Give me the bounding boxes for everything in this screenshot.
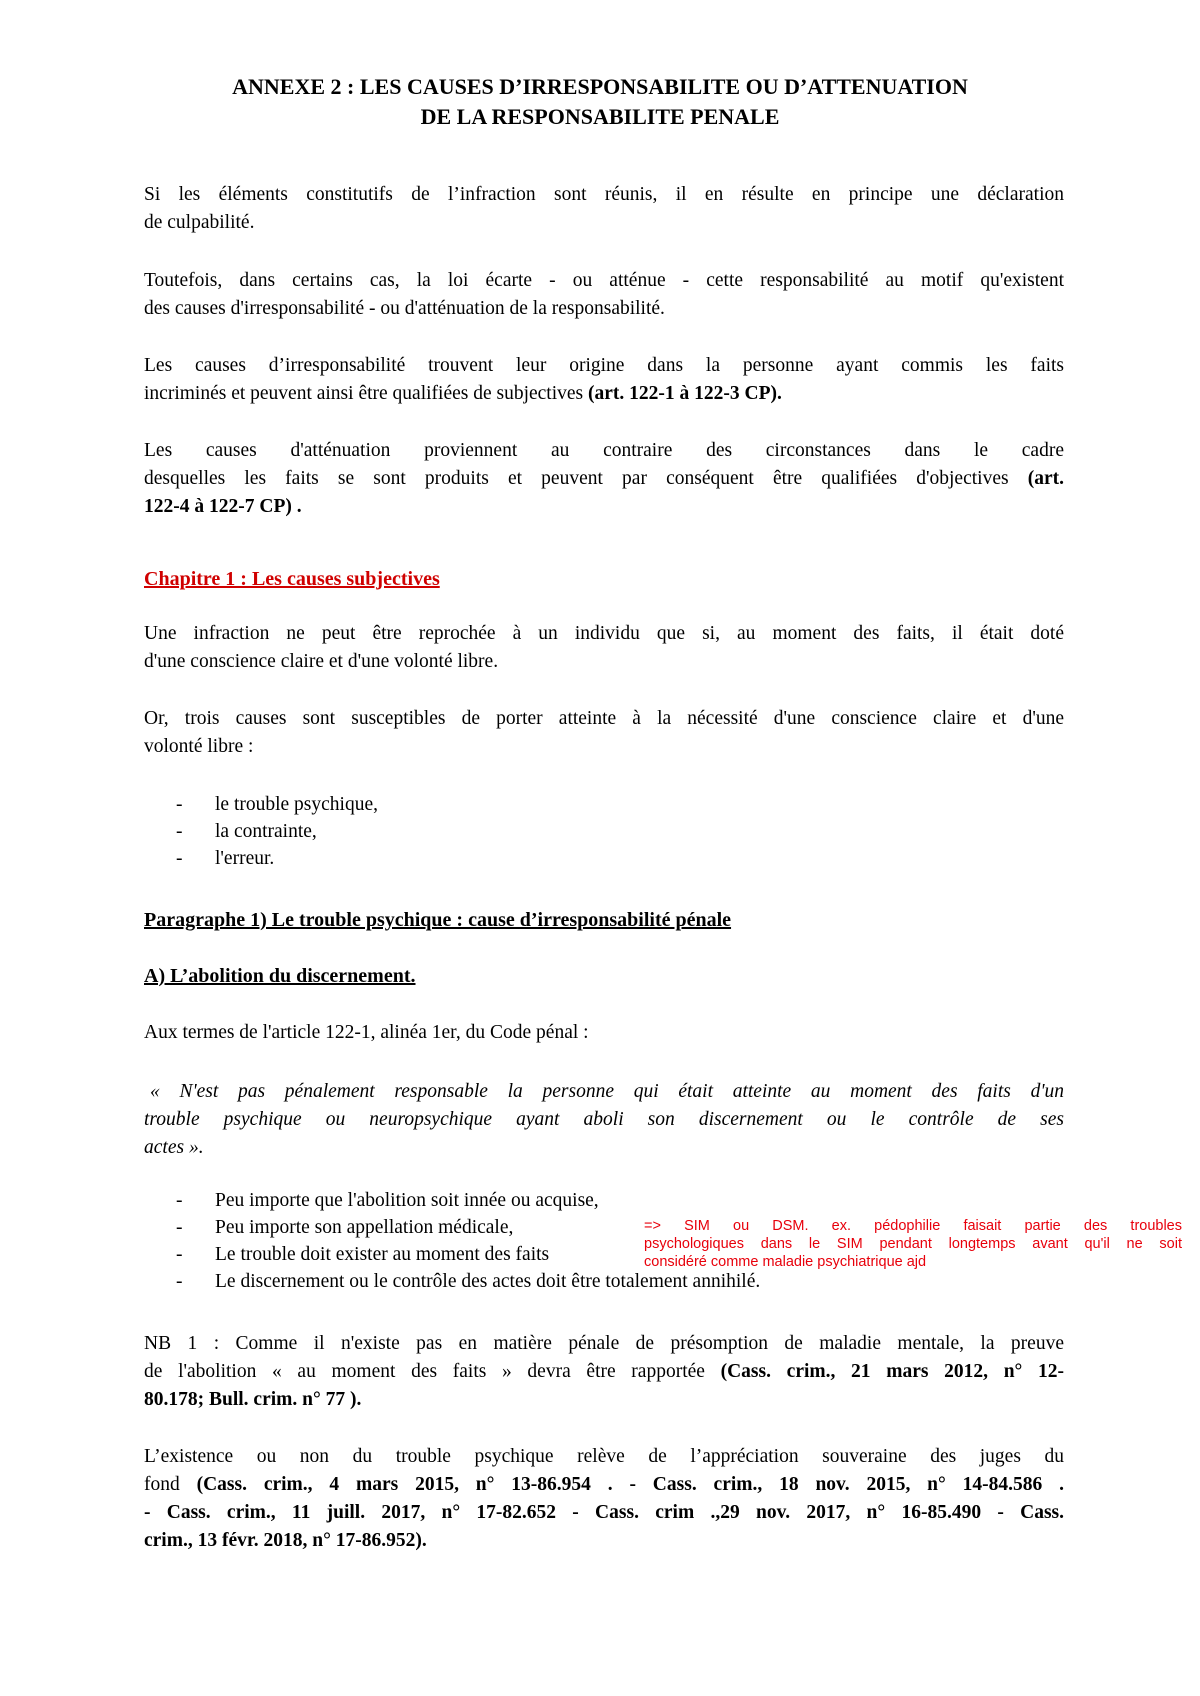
list-item: - Le trouble doit exister au moment des faits <box>176 1241 760 1268</box>
text-line <box>144 1358 1064 1386</box>
legal-reference: (Cass. crim., 4 mars 2015, n° 13-86.954 . - Cass. crim., 18 nov. 2015, n° 14-84.586 . <box>196 1474 1064 1495</box>
text-line <box>144 380 1064 408</box>
annotation-line: => SIM ou DSM. ex. pédophilie faisait partie des troubles <box>644 1218 1182 1234</box>
chapter-1-paragraph-2 <box>144 705 1064 761</box>
chapter-1-heading: Chapitre 1 : Les causes subjectives <box>144 568 440 590</box>
text-segment: fond <box>144 1474 197 1495</box>
section-a-heading: A) L’abolition du discernement. <box>144 965 416 987</box>
list-item: - Le discernement ou le contrôle des actes doit être totalement annihilé. <box>176 1268 760 1295</box>
text-line <box>144 493 1064 521</box>
text-line: d'une conscience claire et d'une volonté libre. <box>144 651 499 672</box>
final-paragraph <box>144 1443 1064 1555</box>
text-line <box>144 1471 1064 1499</box>
text-line <box>144 1386 1064 1414</box>
legal-reference: 122-4 à 122-7 CP) . <box>144 496 302 517</box>
legal-reference: 80.178; Bull. crim. n° 77 ). <box>144 1389 362 1410</box>
text-line: Les causes d’irresponsabilité trouvent leur origine dans la personne ayant commis les faits <box>144 355 1064 376</box>
list-item: - la contrainte, <box>176 818 378 845</box>
legal-reference: crim., 13 févr. 2018, n° 17-86.952). <box>144 1530 427 1551</box>
intro-paragraph-2 <box>144 267 1064 323</box>
page-title <box>0 72 1200 132</box>
paragraph-1-heading: Paragraphe 1) Le trouble psychique : cause d’irresponsabilité pénale <box>144 909 732 931</box>
list-item: - Peu importe son appellation médicale, <box>176 1214 760 1241</box>
text-line: de culpabilité. <box>144 212 255 233</box>
legal-reference: (art. <box>1027 468 1064 489</box>
text-line <box>144 465 1064 493</box>
handwritten-annotation <box>644 1217 1182 1271</box>
title-line-2: DE LA RESPONSABILITE PENALE <box>420 104 780 129</box>
text-line: Une infraction ne peut être reprochée à un individu que si, au moment des faits, il était doté <box>144 623 1064 644</box>
text-segment: de l'abolition « au moment des faits » devra être rapportée <box>144 1361 721 1382</box>
article-quote <box>144 1078 1064 1162</box>
annotation-line: considéré comme maladie psychiatrique ajd <box>644 1254 927 1270</box>
text-line <box>144 1499 1064 1527</box>
list-item: - Peu importe que l'abolition soit innée ou acquise, <box>176 1187 760 1214</box>
text-line: Toutefois, dans certains cas, la loi écarte - ou atténue - cette responsabilité au motif qu'existent <box>144 270 1064 291</box>
text-line: NB 1 : Comme il n'existe pas en matière pénale de présomption de maladie mentale, la preuve <box>144 1333 1064 1354</box>
text-line: Si les éléments constitutifs de l’infraction sont réunis, il en résulte en principe une déclaration <box>144 184 1064 205</box>
text-line <box>144 1527 1064 1555</box>
quote-line: trouble psychique ou neuropsychique ayant aboli son discernement ou le contrôle de ses <box>144 1109 1064 1130</box>
legal-reference: - Cass. crim., 11 juill. 2017, n° 17-82.652 - Cass. crim .,29 nov. 2017, n° 16-85.490 - Cass. <box>144 1502 1064 1523</box>
quote-line: actes ». <box>144 1137 204 1158</box>
annotation-line: psychologiques dans le SIM pendant longtemps avant qu'il ne soit <box>644 1236 1182 1252</box>
text-segment: desquelles les faits se sont produits et peuvent par conséquent être qualifiées d'objectives <box>144 468 1028 489</box>
list-item: - le trouble psychique, <box>176 791 378 818</box>
text-segment: incriminés et peuvent ainsi être qualifiées de subjectives <box>144 383 589 404</box>
text-line: volonté libre : <box>144 736 254 757</box>
causes-list <box>176 791 378 872</box>
quote-line: « N'est pas pénalement responsable la personne qui était atteinte au moment des faits d'un <box>150 1081 1064 1102</box>
legal-reference: (Cass. crim., 21 mars 2012, n° 12- <box>720 1361 1065 1382</box>
intro-paragraph-4 <box>144 437 1064 521</box>
intro-paragraph-3 <box>144 352 1064 408</box>
text-line: des causes d'irresponsabilité - ou d'atténuation de la responsabilité. <box>144 298 665 319</box>
intro-paragraph-1 <box>144 181 1064 237</box>
nb-1-paragraph <box>144 1330 1064 1414</box>
text-line: L’existence ou non du trouble psychique relève de l’appréciation souveraine des juges du <box>144 1446 1064 1467</box>
title-line-1: ANNEXE 2 : LES CAUSES D’IRRESPONSABILITE OU D’ATTENUATION <box>232 74 968 99</box>
legal-reference: (art. 122-1 à 122-3 CP). <box>588 383 782 404</box>
text-line: Or, trois causes sont susceptibles de porter atteinte à la nécessité d'une conscience claire et d'une <box>144 708 1064 729</box>
text-line: Aux termes de l'article 122-1, alinéa 1er, du Code pénal : <box>144 1022 589 1043</box>
text-line: Les causes d'atténuation proviennent au contraire des circonstances dans le cadre <box>144 440 1064 461</box>
list-item: - l'erreur. <box>176 845 378 872</box>
chapter-1-paragraph-1 <box>144 620 1064 676</box>
article-intro <box>144 1019 1064 1047</box>
